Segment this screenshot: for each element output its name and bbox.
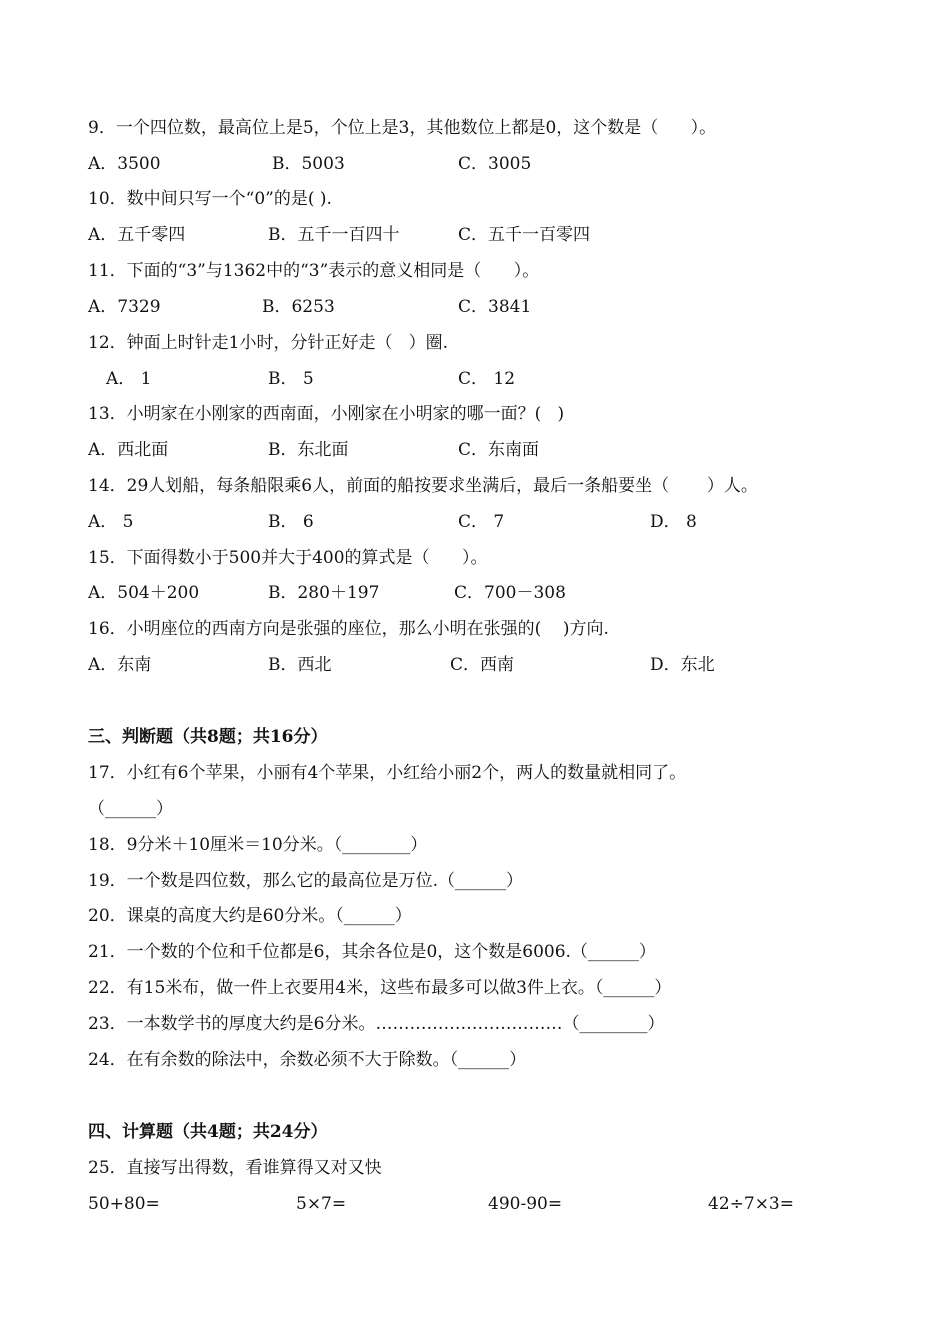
- question-9-option-c: C．3005: [458, 154, 532, 174]
- question-25-stem: 25．直接写出得数，看谁算得又对又快: [88, 1158, 382, 1178]
- question-9-stem: 9．一个四位数，最高位上是5，个位上是3，其他数位上都是0，这个数是（ ）。: [88, 118, 717, 138]
- question-13-option-b: B．东北面: [268, 440, 349, 460]
- question-16-option-a: A．东南: [88, 655, 152, 675]
- question-14-option-d: D． 8: [650, 512, 697, 532]
- question-14-stem: 14．29人划船，每条船限乘6人，前面的船按要求坐满后，最后一条船要坐（ ）人。: [88, 476, 758, 496]
- question-11-option-b: B．6253: [262, 297, 335, 317]
- judge-item: 18．9分米＋10厘米＝10分米。（________）: [88, 835, 428, 855]
- judge-item-blank: （______）: [88, 799, 173, 819]
- question-14-option-c: C． 7: [458, 512, 505, 532]
- question-10-stem: 10．数中间只写一个“0”的是( ).: [88, 189, 332, 209]
- question-14-option-a: A． 5: [88, 512, 134, 532]
- question-10-option-a: A．五千零四: [88, 225, 186, 245]
- section-4-heading: 四、计算题（共4题；共24分）: [88, 1122, 328, 1142]
- question-10-option-c: C．五千一百零四: [458, 225, 591, 245]
- question-13-option-a: A．西北面: [88, 440, 169, 460]
- question-9-option-b: B．5003: [272, 154, 345, 174]
- judge-item: 19．一个数是四位数，那么它的最高位是万位.（______）: [88, 871, 524, 891]
- question-16-option-b: B．西北: [268, 655, 332, 675]
- question-15-option-c: C．700－308: [454, 583, 566, 603]
- judge-item: 17．小红有6个苹果，小丽有4个苹果，小红给小丽2个，两人的数量就相同了。: [88, 763, 687, 783]
- question-11-option-a: A．7329: [88, 297, 161, 317]
- question-15-stem: 15．下面得数小于500并大于400的算式是（ ）。: [88, 548, 488, 568]
- question-12-option-c: C． 12: [458, 369, 516, 389]
- question-16-option-d: D．东北: [650, 655, 715, 675]
- section-3-heading: 三、判断题（共8题；共16分）: [88, 727, 328, 747]
- question-14-option-b: B． 6: [268, 512, 314, 532]
- judge-item: 24．在有余数的除法中，余数必须不大于除数。（______）: [88, 1050, 527, 1070]
- question-9-option-a: A．3500: [88, 154, 161, 174]
- judge-item: 20．课桌的高度大约是60分米。（______）: [88, 906, 412, 926]
- question-15-option-b: B．280＋197: [268, 583, 380, 603]
- question-15-option-a: A．504＋200: [88, 583, 200, 603]
- question-16-option-c: C．西南: [450, 655, 515, 675]
- calc-item: 42÷7×3=: [708, 1194, 794, 1214]
- judge-item: 21．一个数的个位和千位都是6，其余各位是0，这个数是6006.（______）: [88, 942, 656, 962]
- calc-item: 490-90=: [488, 1194, 563, 1214]
- question-12-option-a: A． 1: [106, 369, 152, 389]
- question-13-option-c: C．东南面: [458, 440, 540, 460]
- question-16-stem: 16．小明座位的西南方向是张强的座位，那么小明在张强的( )方向.: [88, 619, 609, 639]
- calc-item: 50+80=: [88, 1194, 160, 1214]
- judge-item: 23．一本数学书的厚度大约是6分米。……………………………（________）: [88, 1014, 665, 1034]
- question-12-option-b: B． 5: [268, 369, 314, 389]
- question-12-stem: 12．钟面上时针走1小时，分针正好走（ ）圈.: [88, 333, 449, 353]
- question-10-option-b: B．五千一百四十: [268, 225, 400, 245]
- question-13-stem: 13．小明家在小刚家的西南面，小刚家在小明家的哪一面？( ): [88, 404, 565, 424]
- question-11-stem: 11．下面的“3”与1362中的“3”表示的意义相同是（ ）。: [88, 261, 540, 281]
- question-11-option-c: C．3841: [458, 297, 532, 317]
- judge-item: 22．有15米布，做一件上衣要用4米，这些布最多可以做3件上衣。（______）: [88, 978, 672, 998]
- calc-item: 5×7=: [296, 1194, 347, 1214]
